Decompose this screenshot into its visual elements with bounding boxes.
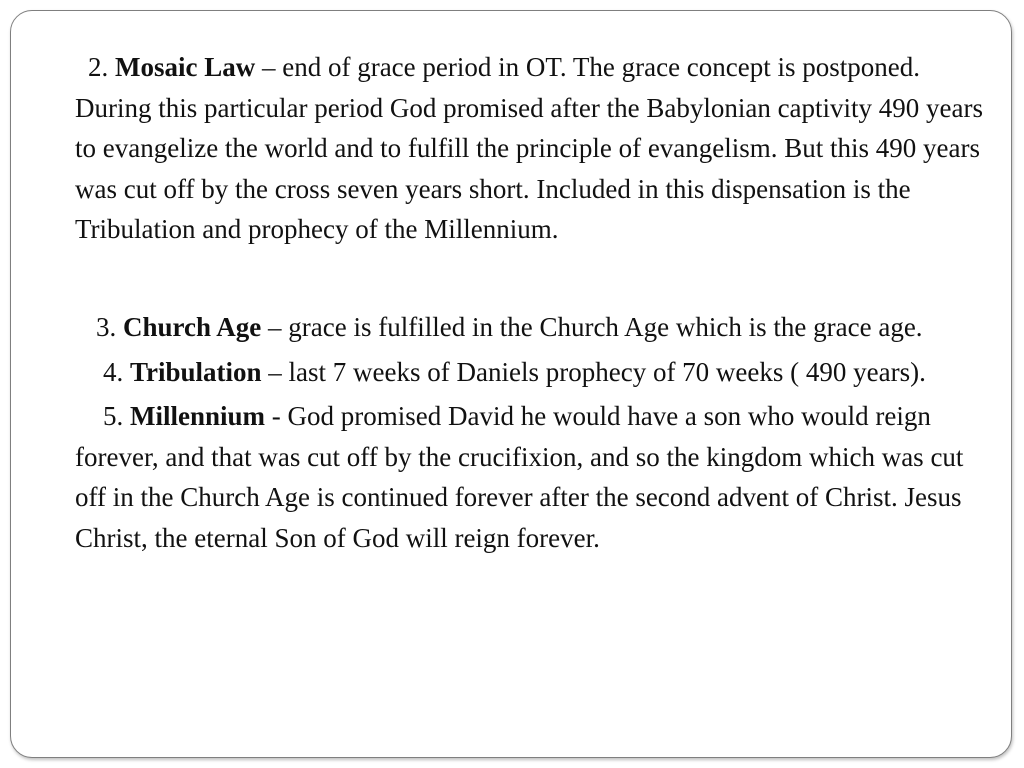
item-number: 2.: [88, 52, 109, 82]
item-term: Mosaic Law: [115, 52, 256, 82]
item-number: 5.: [103, 401, 124, 432]
item-text: - God promised David he would have a son who would reign forever, and that was cut off by the crucifixion, and so the kingdom which was cut off in the Church Age is continued forever after the second advent of Christ. Jesus Christ, the eternal Son of God will reign forever.: [75, 401, 964, 553]
item-church-age: [75, 307, 995, 348]
item-millennium: [75, 396, 995, 558]
item-number: 3.: [96, 311, 117, 342]
item-term: Church Age: [123, 311, 262, 342]
item-text: – end of grace period in OT. The grace concept is postponed. During this particular period God promised after the Babylonian captivity 490 years to evangelize the world and to fulfill the principle of evangelism. But this 490 years was cut off by the cross seven years short. Included in this dispensation is the Tribulation and prophecy of the Millennium.: [75, 52, 984, 245]
item-term: Tribulation: [130, 356, 262, 387]
item-mosaic-law: [75, 47, 995, 250]
item-term: Millennium: [130, 401, 266, 432]
item-number: 4.: [103, 356, 124, 387]
slide-content: [75, 47, 995, 559]
item-tribulation: [75, 352, 995, 393]
item-text: – grace is fulfilled in the Church Age which is the grace age.: [261, 311, 923, 342]
item-text: – last 7 weeks of Daniels prophecy of 70 weeks ( 490 years).: [261, 356, 926, 387]
